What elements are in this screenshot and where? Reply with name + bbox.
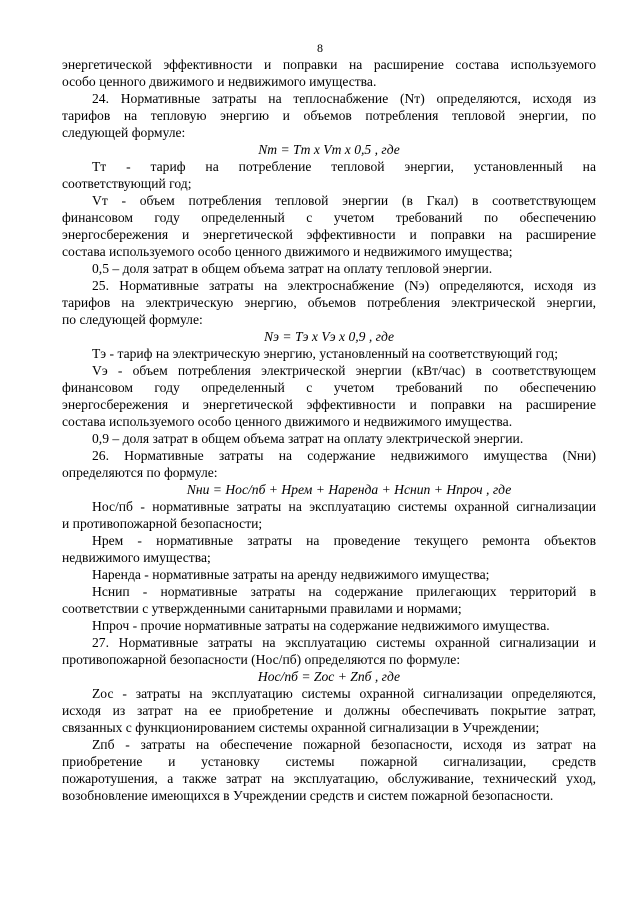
formula: Nт = Tт x Vт x 0,5 , где: [258, 142, 400, 157]
formula: Nни = Нос/пб + Нрем + Наренда + Нснип + Нпроч , где: [186, 482, 512, 497]
paragraph: энергосбережения и энергетической эффективности и поправки на расширение: [62, 397, 596, 412]
formula: Нос/пб = Zос + Zпб , где: [257, 669, 401, 684]
paragraph: Нрем - нормативные затраты на проведение текущего ремонта объектов: [92, 533, 596, 548]
paragraph: противопожарной безопасности (Нос/пб) определяются по формуле:: [62, 652, 461, 667]
document-body: [62, 56, 596, 804]
paragraph: соответствии с утвержденными санитарными правилами и нормами;: [62, 601, 462, 616]
paragraph: соответствующий год;: [62, 176, 192, 191]
paragraph: Нос/пб - нормативные затраты на эксплуатацию системы охранной сигнализации: [92, 499, 596, 514]
paragraph: состава используемого особо ценного движимого и недвижимого имущества.: [62, 414, 513, 429]
paragraph: Vт - объем потребления тепловой энергии (в Гкал) в соответствующем: [92, 193, 596, 208]
paragraph: 26. Нормативные затраты на содержание недвижимого имущества (Nни): [92, 448, 596, 463]
paragraph: пожаротушения, а также затрат на эксплуатацию, обслуживание, технический уход,: [62, 771, 596, 786]
paragraph: энергетической эффективности и поправки на расширение состава используемого: [62, 57, 596, 72]
paragraph: по следующей формуле:: [62, 312, 203, 327]
paragraph: недвижимого имущества;: [62, 550, 211, 565]
paragraph: определяются по формуле:: [62, 465, 218, 480]
page-number: 8: [317, 41, 323, 55]
paragraph: Tэ - тариф на электрическую энергию, установленный на соответствующий год;: [92, 346, 559, 361]
paragraph: 0,9 – доля затрат в общем объема затрат на оплату электрической энергии.: [92, 431, 524, 446]
paragraph: Нпроч - прочие нормативные затраты на содержание недвижимого имущества.: [92, 618, 550, 633]
paragraph: финансовом году определенный с учетом требований по обеспечению: [62, 210, 596, 225]
paragraph: следующей формуле:: [62, 125, 186, 140]
paragraph: 27. Нормативные затраты на эксплуатацию системы охранной сигнализации и: [92, 635, 596, 650]
paragraph: связанных с функционированием системы охранной сигнализации в Учреждении;: [62, 720, 540, 735]
paragraph: исходя из затрат на ее приобретение и должны обеспечивать покрытие затрат,: [62, 703, 596, 718]
paragraph: особо ценного движимого и недвижимого имущества.: [62, 74, 377, 89]
paragraph: Нснип - нормативные затраты на содержание прилегающих территорий в: [92, 584, 596, 599]
paragraph: Zос - затраты на эксплуатацию системы охранной сигнализации определяются,: [92, 686, 596, 701]
paragraph: и противопожарной безопасности;: [62, 516, 263, 531]
formula: Nэ = Tэ x Vэ x 0,9 , где: [263, 329, 395, 344]
paragraph: Наренда - нормативные затраты на аренду недвижимого имущества;: [92, 567, 490, 582]
paragraph: возобновление имеющихся в Учреждении средств и систем пожарной безопасности.: [62, 788, 554, 803]
paragraph: Tт - тариф на потребление тепловой энергии, установленный на: [92, 159, 596, 174]
paragraph: Vэ - объем потребления электрической энергии (кВт/час) в соответствующем: [92, 363, 596, 378]
paragraph: 0,5 – доля затрат в общем объема затрат на оплату тепловой энергии.: [92, 261, 493, 276]
paragraph: состава используемого особо ценного движимого и недвижимого имущества;: [62, 244, 513, 259]
paragraph: приобретение и установку системы пожарной сигнализации, средств: [62, 754, 596, 769]
paragraph: 24. Нормативные затраты на теплоснабжение (Nт) определяются, исходя из: [92, 91, 596, 106]
paragraph: финансовом году определенный с учетом требований по обеспечению: [62, 380, 596, 395]
paragraph: энергосбережения и энергетической эффективности и поправки на расширение: [62, 227, 596, 242]
paragraph: тарифов на тепловую энергию и объемов потребления тепловой энергии, по: [62, 108, 596, 123]
paragraph: Zпб - затраты на обеспечение пожарной безопасности, исходя из затрат на: [92, 737, 596, 752]
paragraph: 25. Нормативные затраты на электроснабжение (Nэ) определяются, исходя из: [92, 278, 596, 293]
paragraph: тарифов на электрическую энергию, объемов потребления электрической энергии,: [62, 295, 596, 310]
